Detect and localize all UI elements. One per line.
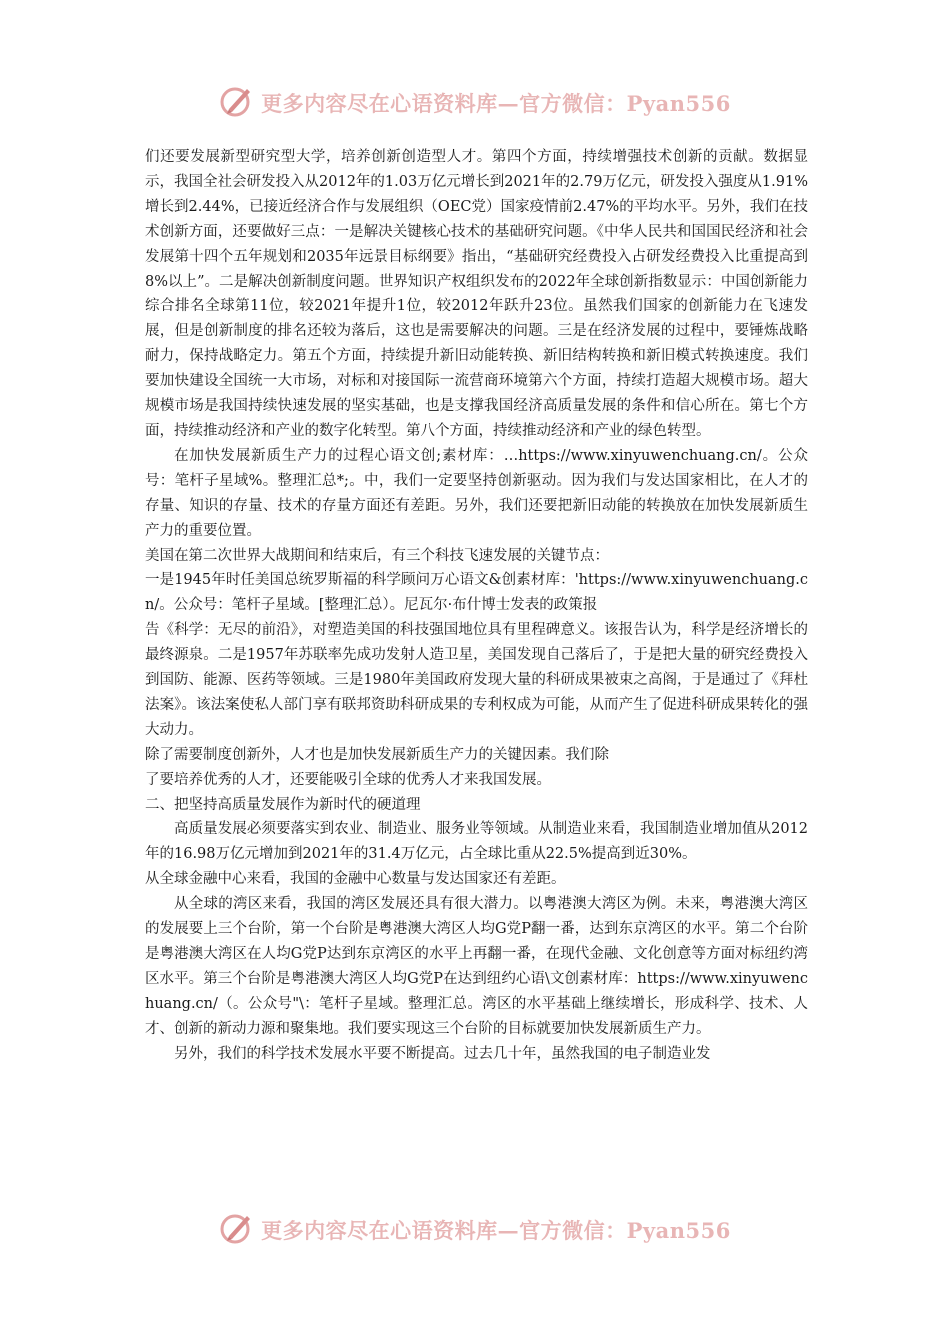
pen-logo-icon	[219, 83, 261, 123]
paragraph: 另外，我们的科学技术发展水平要不断提高。过去几十年，虽然我国的电子制造业发	[174, 1045, 711, 1062]
paragraph: 告《科学：无尽的前沿》，对塑造美国的科技强国地位具有里程碑意义。该报告认为，科学是经济增长的最终源泉。二是1957年苏联率先成功发射人造卫星，美国发现自己落后了，于是把大量的研究经费投入到国防、能源、医药等领域。三是1980年美国政府发现大量的科研成果被束之高阁，于是通过了《拜杜法案》。该法案使私人部门享有联邦资助科研成果的专利权成为可能，从而产生了促进科研成果转化的强大动力。	[145, 622, 808, 738]
paragraph: 了要培养优秀的人才，还要能吸引全球的优秀人才来我国发展。	[145, 771, 551, 788]
paragraph: 在加快发展新质生产力的过程心语文创;素材库：…https://www.xinyuwenchuang.cn/。公众号：笔杆子星域%。整理汇总*;。中，我们一定要坚持创新驱动。因为我们与发达国家相比，在人才的存量、知识的存量、技术的存量方面还有差距。另外，我们还要把新旧动能的转换放在加快发展新质生产力的重要位置。	[145, 447, 808, 539]
paragraph: 美国在第二次世界大战期间和结束后，有三个科技飞速发展的关键节点：	[145, 547, 609, 564]
document-body	[145, 145, 808, 1067]
header-banner-text: 更多内容尽在心语资料库—官方微信：Pyan556	[261, 91, 731, 116]
paragraph: 除了需要制度创新外，人才也是加快发展新质生产力的关键因素。我们除	[145, 746, 609, 763]
section-heading: 二、把坚持高质量发展作为新时代的硬道理	[145, 796, 421, 813]
footer-banner-text: 更多内容尽在心语资料库—官方微信：Pyan556	[261, 1218, 731, 1243]
paragraph: 们还要发展新型研究型大学，培养创新创造型人才。第四个方面，持续增强技术创新的贡献。数据显示，我国全社会研发投入从2012年的1.03万亿元增长到2021年的2.79万亿元，研发投入强度从1.91%增长到2.44%，已接近经济合作与发展组织（OEC党）国家疫情前2.47%的平均水平。另外，我们在技术创新方面，还要做好三点：一是解决关键核心技术的基础研究问题。《中华人民共和国国民经济和社会发展第十四个五年规划和2035年远景目标纲要》指出，“基础研究经费投入占研发经费投入比重提高到8%以上”。二是解决创新制度问题。世界知识产权组织发布的2022年全球创新指数显示：中国创新能力综合排名全球第11位，较2021年提升1位，较2012年跃升23位。虽然我们国家的创新能力在飞速发展，但是创新制度的排名还较为落后，这也是需要解决的问题。三是在经济发展的过程中，要锤炼战略耐力，保持战略定力。第五个方面，持续提升新旧动能转换、新旧结构转换和新旧模式转换速度。我们要加快建设全国统一大市场，对标和对接国际一流营商环境第六个方面，持续打造超大规模市场。超大规模市场是我国持续快速发展的坚实基础，也是支撑我国经济高质量发展的条件和信心所在。第七个方面，持续推动经济和产业的数字化转型。第八个方面，持续推动经济和产业的绿色转型。	[145, 149, 808, 439]
paragraph: 一是1945年时任美国总统罗斯福的科学顾问万心语文&创素材库：'https://www.xinyuwenchuang.cn/。公众号：笔杆子星域。[整理汇总）。尼瓦尔·布什博士发表的政策报	[145, 572, 808, 614]
pen-logo-icon	[219, 1210, 261, 1250]
footer-banner	[0, 1210, 950, 1250]
paragraph: 从全球的湾区来看，我国的湾区发展还具有很大潜力。以粤港澳大湾区为例。未来，粤港澳大湾区的发展要上三个台阶，第一个台阶是粤港澳大湾区人均G党P翻一番，达到东京湾区的水平。第二个台阶是粤港澳大湾区在人均G党P达到东京湾区的水平上再翻一番，在现代金融、文化创意等方面对标纽约湾区水平。第三个台阶是粤港澳大湾区人均G党P在达到纽约心语\文创素材库：https://www.xinyuwenchuang.cn/（。公众号"\：笔杆子星域。整理汇总。湾区的水平基础上继续增长，形成科学、技术、人才、创新的新动力源和聚集地。我们要实现这三个台阶的目标就要加快发展新质生产力。	[145, 896, 808, 1037]
paragraph: 高质量发展必须要落实到农业、制造业、服务业等领域。从制造业来看，我国制造业增加值从2012年的16.98万亿元增加到2021年的31.4万亿元，占全球比重从22.5%提高到近30%。	[145, 821, 808, 863]
header-banner	[0, 83, 950, 123]
paragraph: 从全球金融中心来看，我国的金融中心数量与发达国家还有差距。	[145, 871, 566, 888]
